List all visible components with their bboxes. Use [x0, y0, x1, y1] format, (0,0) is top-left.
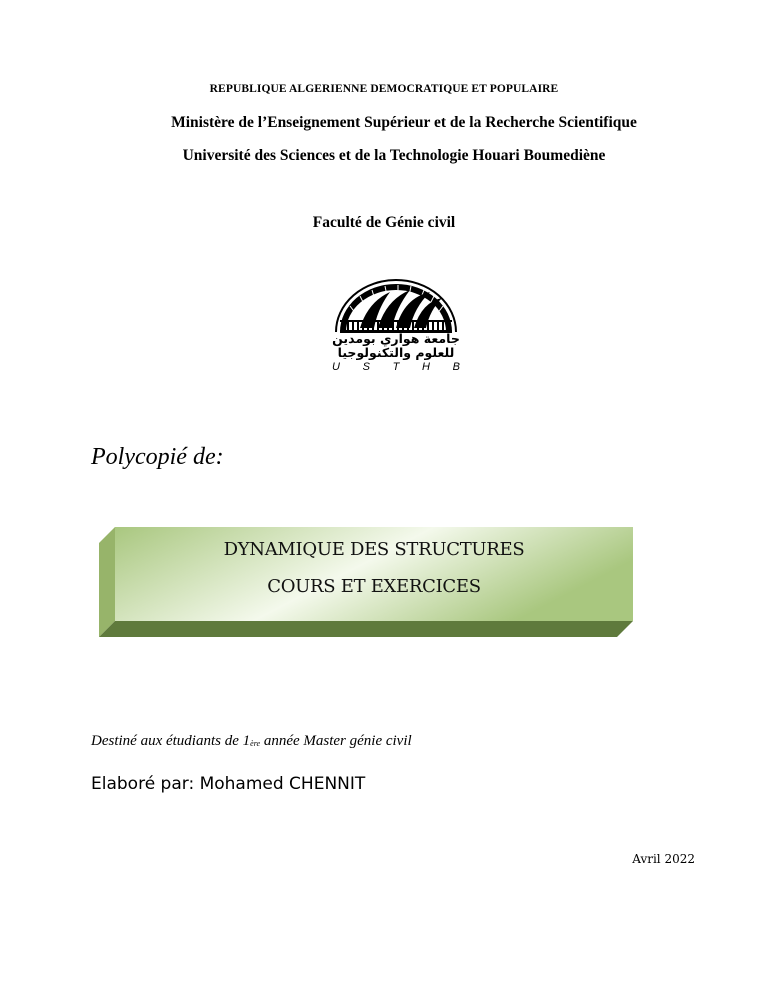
course-subtitle: COURS ET EXERCICES: [267, 576, 481, 597]
logo-arabic-name: جامعة هواري بومدين: [332, 331, 460, 346]
audience-superscript: ère: [250, 739, 261, 748]
logo-acronym: [330, 361, 462, 373]
logo-letter: U: [332, 361, 340, 373]
universite-heading: Université des Sciences et de la Technologie Houari Boumediène: [182, 147, 606, 164]
polycopie-label: Polycopié de:: [91, 444, 224, 470]
logo-letter: B: [452, 361, 460, 373]
audience-prefix: Destiné aux étudiants de 1: [91, 733, 251, 749]
author-line: Elaboré par: Mohamed CHENNIT: [91, 774, 366, 794]
audience-line: [91, 733, 412, 750]
usthb-emblem-icon: [330, 276, 462, 334]
logo-letter: S: [362, 361, 370, 373]
ministere-heading: Ministère de l’Enseignement Supérieur et de la Recherche Scientifique: [171, 114, 637, 131]
publication-date: Avril 2022: [632, 852, 695, 866]
republique-heading: REPUBLIQUE ALGERIENNE DEMOCRATIQUE ET POPULAIRE: [209, 83, 559, 95]
logo-arabic-subtitle: للعلوم والتكنولوجيا: [337, 345, 455, 360]
usthb-logo: [330, 276, 462, 380]
logo-letter: T: [392, 361, 400, 373]
logo-letter: H: [422, 361, 430, 373]
title-box: [99, 527, 633, 637]
faculte-heading: Faculté de Génie civil: [312, 214, 456, 231]
audience-suffix: année Master génie civil: [260, 733, 412, 749]
course-title: DYNAMIQUE DES STRUCTURES: [223, 539, 525, 560]
